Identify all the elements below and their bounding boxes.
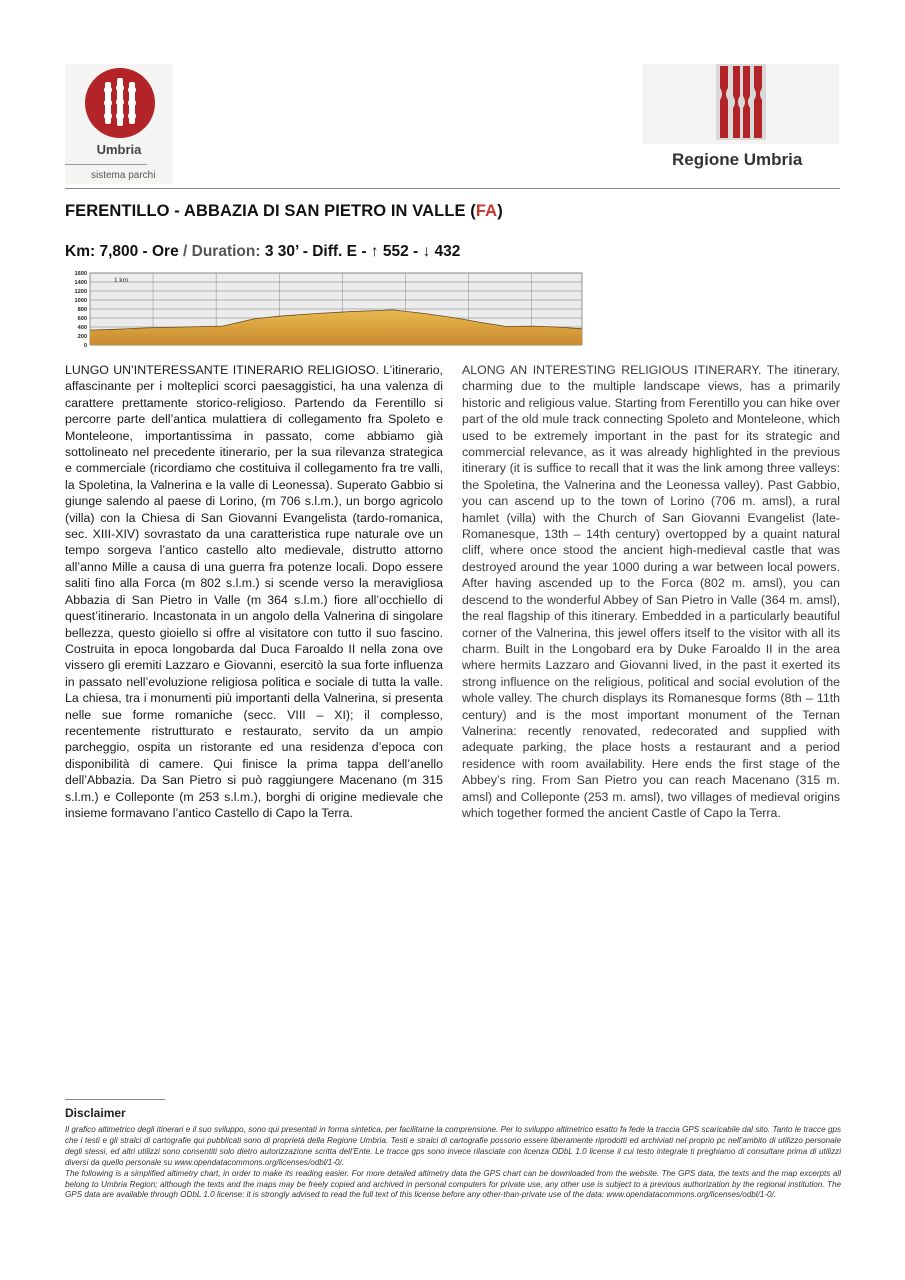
y-tick-label: 0	[83, 343, 87, 349]
altimetry-chart	[62, 268, 584, 352]
pillars-icon	[85, 68, 155, 138]
umbria-parks-logo	[65, 64, 173, 184]
regione-umbria-logo	[643, 64, 839, 144]
disclaimer-english: The following is a simplified altimetry chart, in order to make its reading easier. For more detailed altimetry data the GPS chart can be downloaded from the website. The GPS data, the texts and the map excerpts all belong to Umbria Region; although the texts and the maps may be freely copied and archived in personal computers for private use, any other use is subject to a previous authorization by the regional institution. The GPS data are available through ODbL 1.0 license: it is strongly advised to read the full text of this license before any other-than-private use of the data: www.opendatacommons.org/licenses/odbl/1-0/.	[65, 1168, 841, 1200]
disclaimer-divider	[65, 1099, 165, 1100]
itinerary-title	[65, 202, 503, 221]
disclaimer-title: Disclaimer	[65, 1106, 126, 1120]
stats-duration-label: / Duration:	[183, 243, 265, 260]
stats-km: Km: 7,800 - Ore	[65, 243, 184, 260]
itinerary-stats	[65, 243, 460, 261]
title-text: FERENTILLO - ABBAZIA DI SAN PIETRO IN VALLE (	[65, 202, 476, 220]
y-tick-label: 800	[77, 307, 87, 313]
y-tick-label: 600	[77, 316, 87, 322]
y-tick-label: 1400	[74, 280, 87, 286]
regione-emblem-icon	[716, 64, 766, 140]
y-tick-label: 400	[77, 325, 87, 331]
red-circle-emblem	[85, 68, 155, 138]
stats-values: 3 30’ - Diff. E - ↑ 552 - ↓ 432	[264, 243, 461, 260]
regione-umbria-label: Regione Umbria	[672, 150, 803, 169]
logo-umbria-label: Umbria	[96, 142, 142, 157]
y-tick-label: 1600	[74, 271, 87, 277]
y-tick-label: 1200	[74, 289, 87, 295]
y-tick-label: 200	[77, 334, 87, 340]
disclaimer-italian: Il grafico altimetrico degli itinerari e il suo sviluppo, sono qui presentati in forma sintetica, per facilitarne la comprensione. Per lo sviluppo altimetrico esatto fa fede la traccia GPS scaricabile dal sito. Tanto le tracce gps che i testi e gli stralci di cartografie qui pubblicati sono di proprietà della Regione Umbria. Testi e stralci di cartografie possono essere liberamente riprodotti ed archiviati nel proprio pc nell’ambito di utilizzo personale degli stessi, ed altri utilizzi sono consentiti solo dietro autorizzazione scritta dell’Ente. Le tracce gps sono invece rilasciate con licenza ODbL 1.0 license il cui testo integrale ti preghiamo di consultare prima di utilizzi diversi da quello personale su www.opendatacommons.org/licenses/odbl/1-0/.	[65, 1125, 841, 1167]
logo-subtitle: sistema parchi	[91, 170, 156, 181]
title-code: FA	[475, 202, 498, 220]
scale-label: 1 km	[114, 277, 129, 284]
header-divider	[65, 188, 840, 189]
italian-description: LUNGO UN’INTERESSANTE ITINERARIO RELIGIOSO. L’itinerario, affascinante per i molteplici scorci paesaggistici, ha una valenza di carattere prettamente storico-religioso. Partendo da Ferentillo si percorre parte dell’antica mulattiera di collegamento fra Spoleto e Monteleone, importantissima in passato, come abbiamo già sottolineato nel precedente itinerario, per la sua rilevanza strategica e commerciale (ricordiamo che costituiva il collegamento fra tre valli, la Spoletina, la Valnerina e la valle di Leonessa). Superato Gabbio si giunge salendo al paese di Lorino, (m 706 s.l.m.), un borgo agricolo (villa) con la Chiesa di San Giovanni Evangelista (tardo-romanica, sec. XIII-XIV) sovrastato da una caratteristica rupe naturale ove un tempo sorgeva l’antico castello alto medievale, distrutto attorno all’anno Mille a causa di una guerra fra potenze locali. Dopo essere saliti fino alla Forca (m 802 s.l.m.) si scende verso la meravigliosa Abbazia di San Pietro in Valle (m 364 s.l.m.) fiore all’occhiello di quest’itinerario. Incastonata in un angolo della Valnerina di singolare bellezza, questo gioiello si offre al visitatore con tutto il suo fascino. Costruita in epoca longobarda dal Duca Faroaldo II nella zona ove vissero gli eremiti Lazzaro e Giovanni, esercitò la sua forte influenza in passato nell’evoluzione religiosa politica e sociale di tutta la valle. La chiesa, tra i monumenti più importanti della Valnerina, si presenta nelle sue forme romaniche (secc. VIII – XI); il complesso, recentemente ristrutturato e restaurato, servito da un ampio parcheggio, ospita un ristorante ed una residenza d’epoca con disponibilità di camere. Qui finisce la prima tappa dell’anello dell’Abbazia. Da San Pietro si può raggiungere Macenano (m 315 s.l.m.) e Colleponte (m 253 s.l.m.), borghi di origine medievale che insieme formavano l’antico Castello di Capo la Terra.	[65, 363, 443, 820]
logo-divider	[65, 164, 147, 165]
disclaimer-body	[65, 1125, 841, 1201]
y-tick-label: 1000	[74, 298, 87, 304]
english-description: ALONG AN INTERESTING RELIGIOUS ITINERARY. The itinerary, charming due to the multiple landscape views, has a primarily historic and religious value. Starting from Ferentillo you can hike over part of the old mule track connecting Spoleto and Monteleone, which used to be extremely important in the past for its strategic and commercial relevance, as it was already highlighted in the previous itinerary (it is suffice to recall that it was the link among three valleys: the Spoletina, the Valnerina and the Leonessa valley). Past Gabbio, you can ascend up to the town of Lorino (706 m. amsl), a rural hamlet (villa) with the Church of San Giovanni Evangelist (late-Romanesque, 13th – 14th century) overtopped by a quaint natural cliff, where once stood the ancient high-medieval castle that was destroyed around the year 1000 during a war between local powers. After having ascended up to the Forca (802 m. amsl), you can descend to the wonderful Abbey of San Pietro in Valle (364 m. amsl), the real flagship of this itinerary. Embedded in a particularly beautiful corner of the Valnerina, this jewel offers itself to the visitor with all its charm. Built in the Longobard era by Duke Faroaldo II in the area where hermits Lazzaro and Giovanni lived, in the past it exerted its strong influence on the religious, political and social evolution of the whole valley. The church displays its Romanesque forms (8th – 11th century) and is the most important monument of the Ternan Valnerina: recently renovated, redecorated and supplied with adequate parking, the place hosts a restaurant and a period residence with room availability. Here ends the first stage of the Abbey’s ring. From San Pietro you can reach Macenano (315 m. amsl) and Colleponte (253 m. amsl), two villages of medieval origins which together formed the ancient Castle of Capo la Terra.	[462, 363, 840, 820]
title-close: )	[497, 202, 503, 220]
